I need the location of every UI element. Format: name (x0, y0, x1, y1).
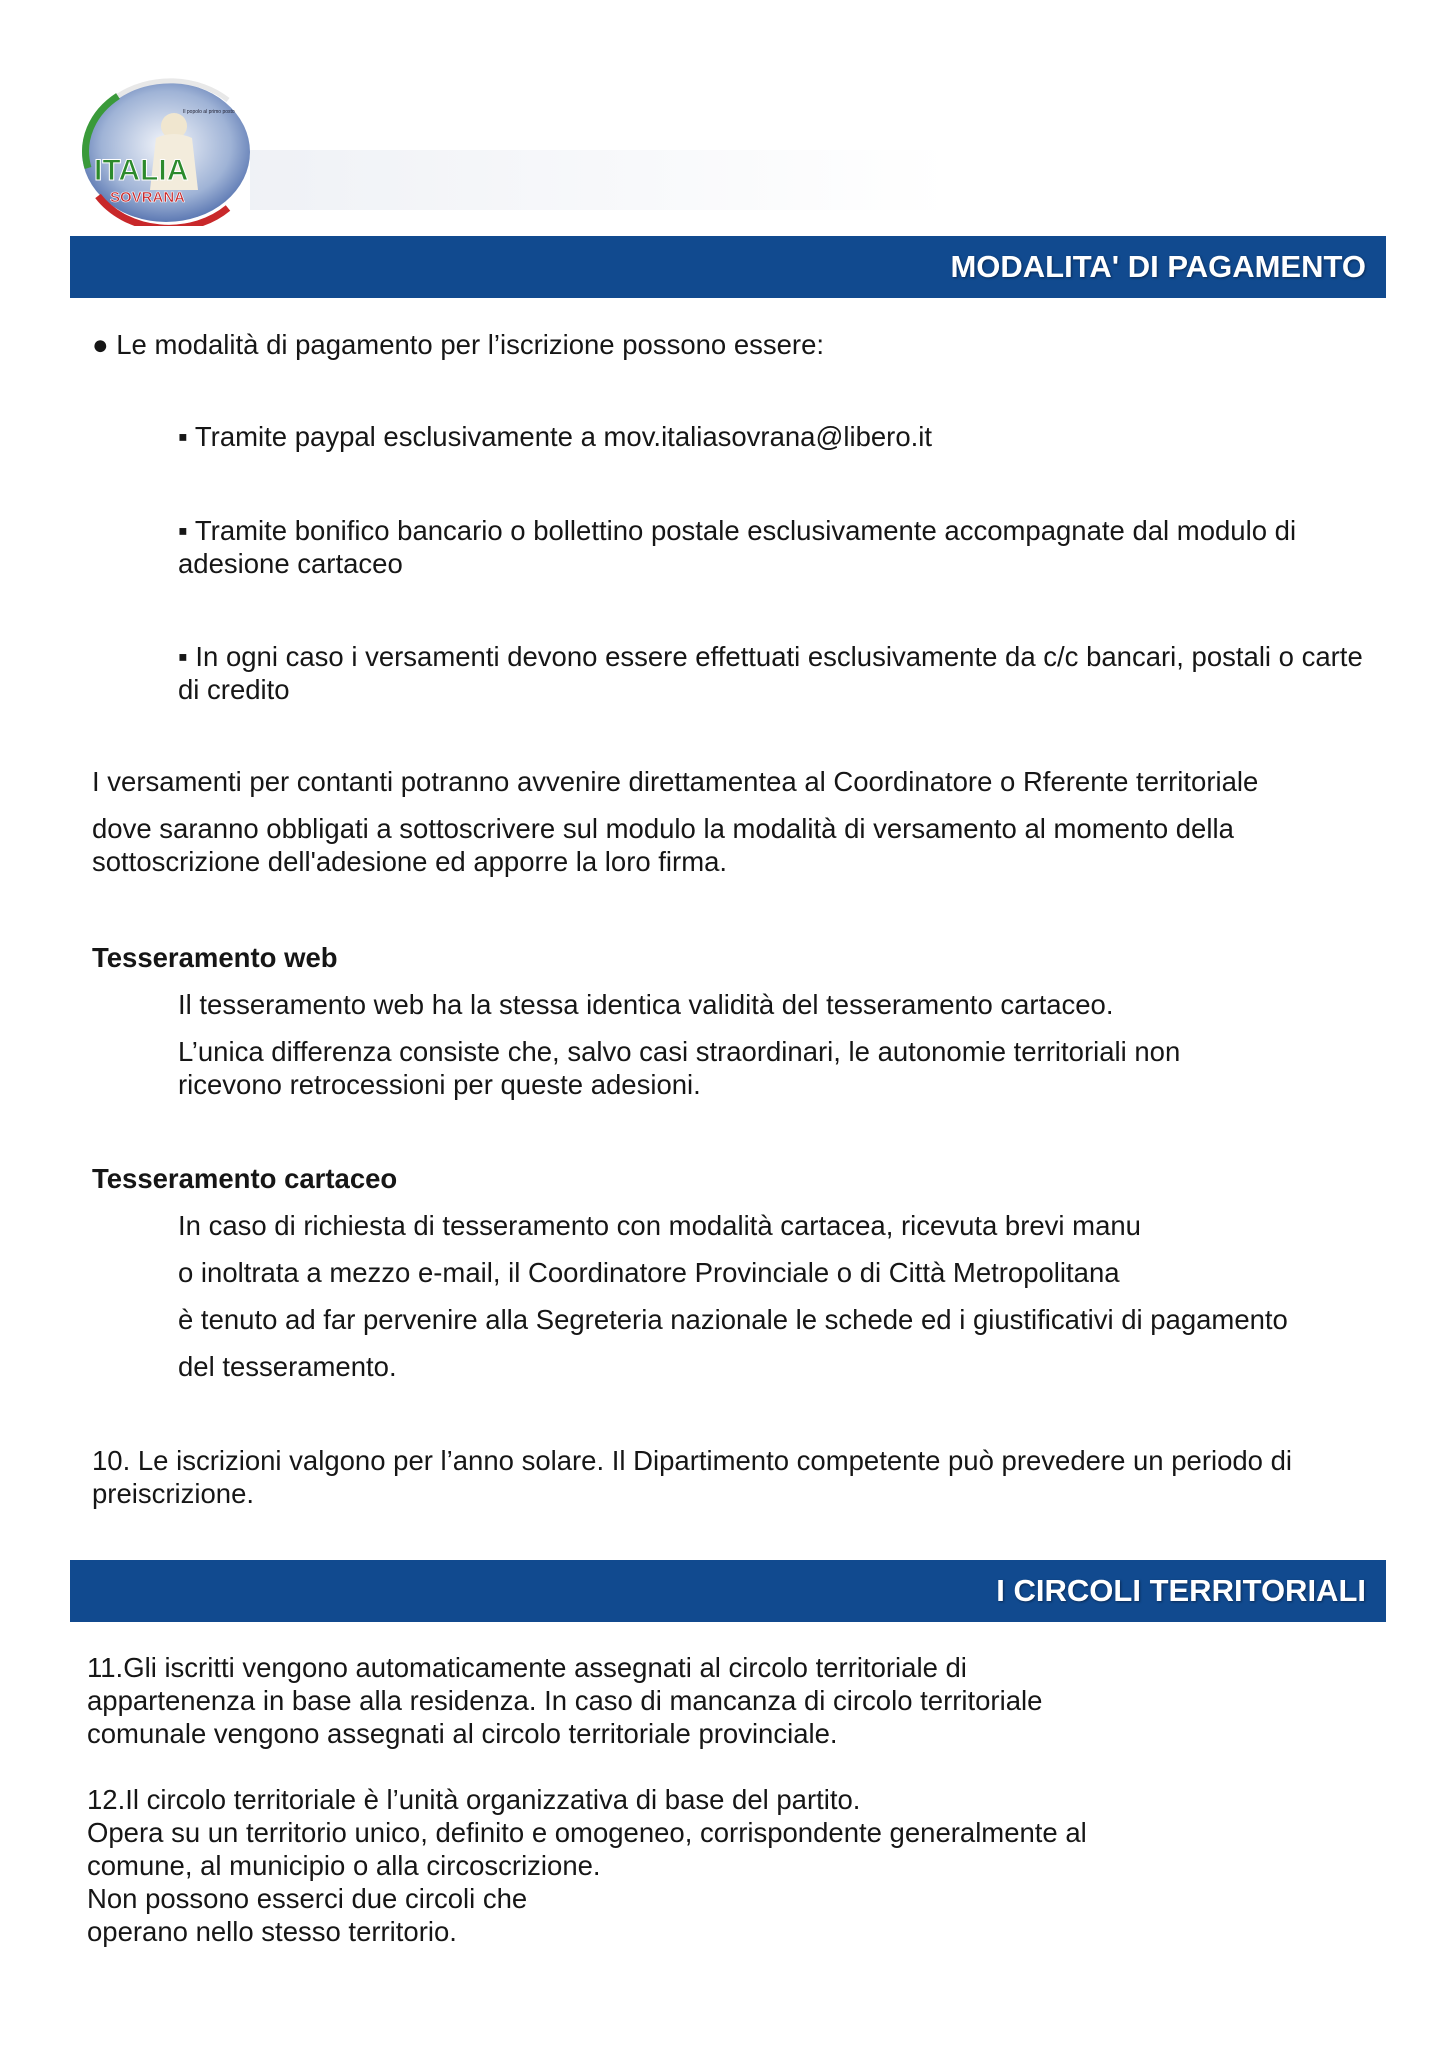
payment-item-text: Tramite bonifico bancario o bollettino postale esclusivamente accompagnate dal modulo di adesione cartaceo (178, 515, 1297, 579)
bullet-dot-icon: ● (92, 329, 109, 360)
payment-item-accounts (178, 640, 1368, 706)
italia-sovrana-logo (78, 78, 258, 226)
logo-banner-fade (250, 150, 950, 210)
paper-membership-line: è tenuto ad far pervenire alla Segreteria nazionale le schede ed i giustificativi di pagamento (178, 1304, 1288, 1335)
cash-payment-line-2: dove saranno obbligati a sottoscrivere sul modulo la modalità di versamento al momento della sottoscrizione dell'adesione ed apporre la loro firma. (92, 813, 1234, 877)
bullet-square-icon: ▪ (178, 421, 188, 452)
web-membership-paragraph-1: Il tesseramento web ha la stessa identica validità del tesseramento cartaceo. (178, 989, 1114, 1020)
point-12-line: comune, al municipio o alla circoscrizione. (87, 1850, 601, 1881)
payment-intro-text: Le modalità di pagamento per l’iscrizione possono essere: (116, 329, 825, 360)
paper-membership-heading: Tesseramento cartaceo (92, 1163, 398, 1194)
logo-text-italia: ITALIA (94, 154, 189, 187)
payment-item-paypal (178, 420, 932, 453)
point-12-line: 12.Il circolo territoriale è l’unità organizzativa di base del partito. (87, 1784, 861, 1815)
point-12-line: Opera su un territorio unico, definito e omogeneo, corrispondente generalmente al (87, 1817, 1087, 1848)
point-11-line: 11.Gli iscritti vengono automaticamente assegnati al circolo territoriale di (87, 1652, 967, 1683)
payment-intro (92, 328, 824, 361)
logo-motto: Il popolo al primo posto (183, 109, 235, 115)
point-12-line: operano nello stesso territorio. (87, 1916, 457, 1947)
point-12-line: Non possono esserci due circoli che (87, 1883, 528, 1914)
paper-membership-line: In caso di richiesta di tesseramento con modalità cartacea, ricevuta brevi manu (178, 1210, 1141, 1241)
web-membership-paragraph-2: L’unica differenza consiste che, salvo casi straordinari, le autonomie territoriali non ricevono retrocessioni per queste adesioni. (178, 1036, 1181, 1100)
point-10: 10. Le iscrizioni valgono per l’anno solare. Il Dipartimento competente può prevedere un periodo di preiscrizione. (92, 1445, 1293, 1509)
paper-membership-line: o inoltrata a mezzo e-mail, il Coordinatore Provinciale o di Città Metropolitana (178, 1257, 1120, 1288)
payment-item-bank (178, 514, 1368, 580)
section-header-payment: MODALITA' DI PAGAMENTO (70, 236, 1386, 298)
bullet-square-icon: ▪ (178, 641, 188, 672)
paper-membership-line: del tesseramento. (178, 1351, 397, 1382)
bullet-square-icon: ▪ (178, 515, 188, 546)
payment-item-text: Tramite paypal esclusivamente a mov.italiasovrana@libero.it (194, 421, 933, 452)
point-11-line: comunale vengono assegnati al circolo territoriale provinciale. (87, 1718, 838, 1749)
web-membership-heading: Tesseramento web (92, 942, 338, 973)
payment-item-text: In ogni caso i versamenti devono essere effettuati esclusivamente da c/c bancari, postali o carte di credito (178, 641, 1363, 705)
cash-payment-line-1: I versamenti per contanti potranno avvenire direttamentea al Coordinatore o Rferente territoriale (92, 766, 1259, 797)
section-header-circles: I CIRCOLI TERRITORIALI (70, 1560, 1386, 1622)
point-11-line: appartenenza in base alla residenza. In caso di mancanza di circolo territoriale (87, 1685, 1043, 1716)
logo-text-sovrana: SOVRANA (110, 189, 186, 206)
